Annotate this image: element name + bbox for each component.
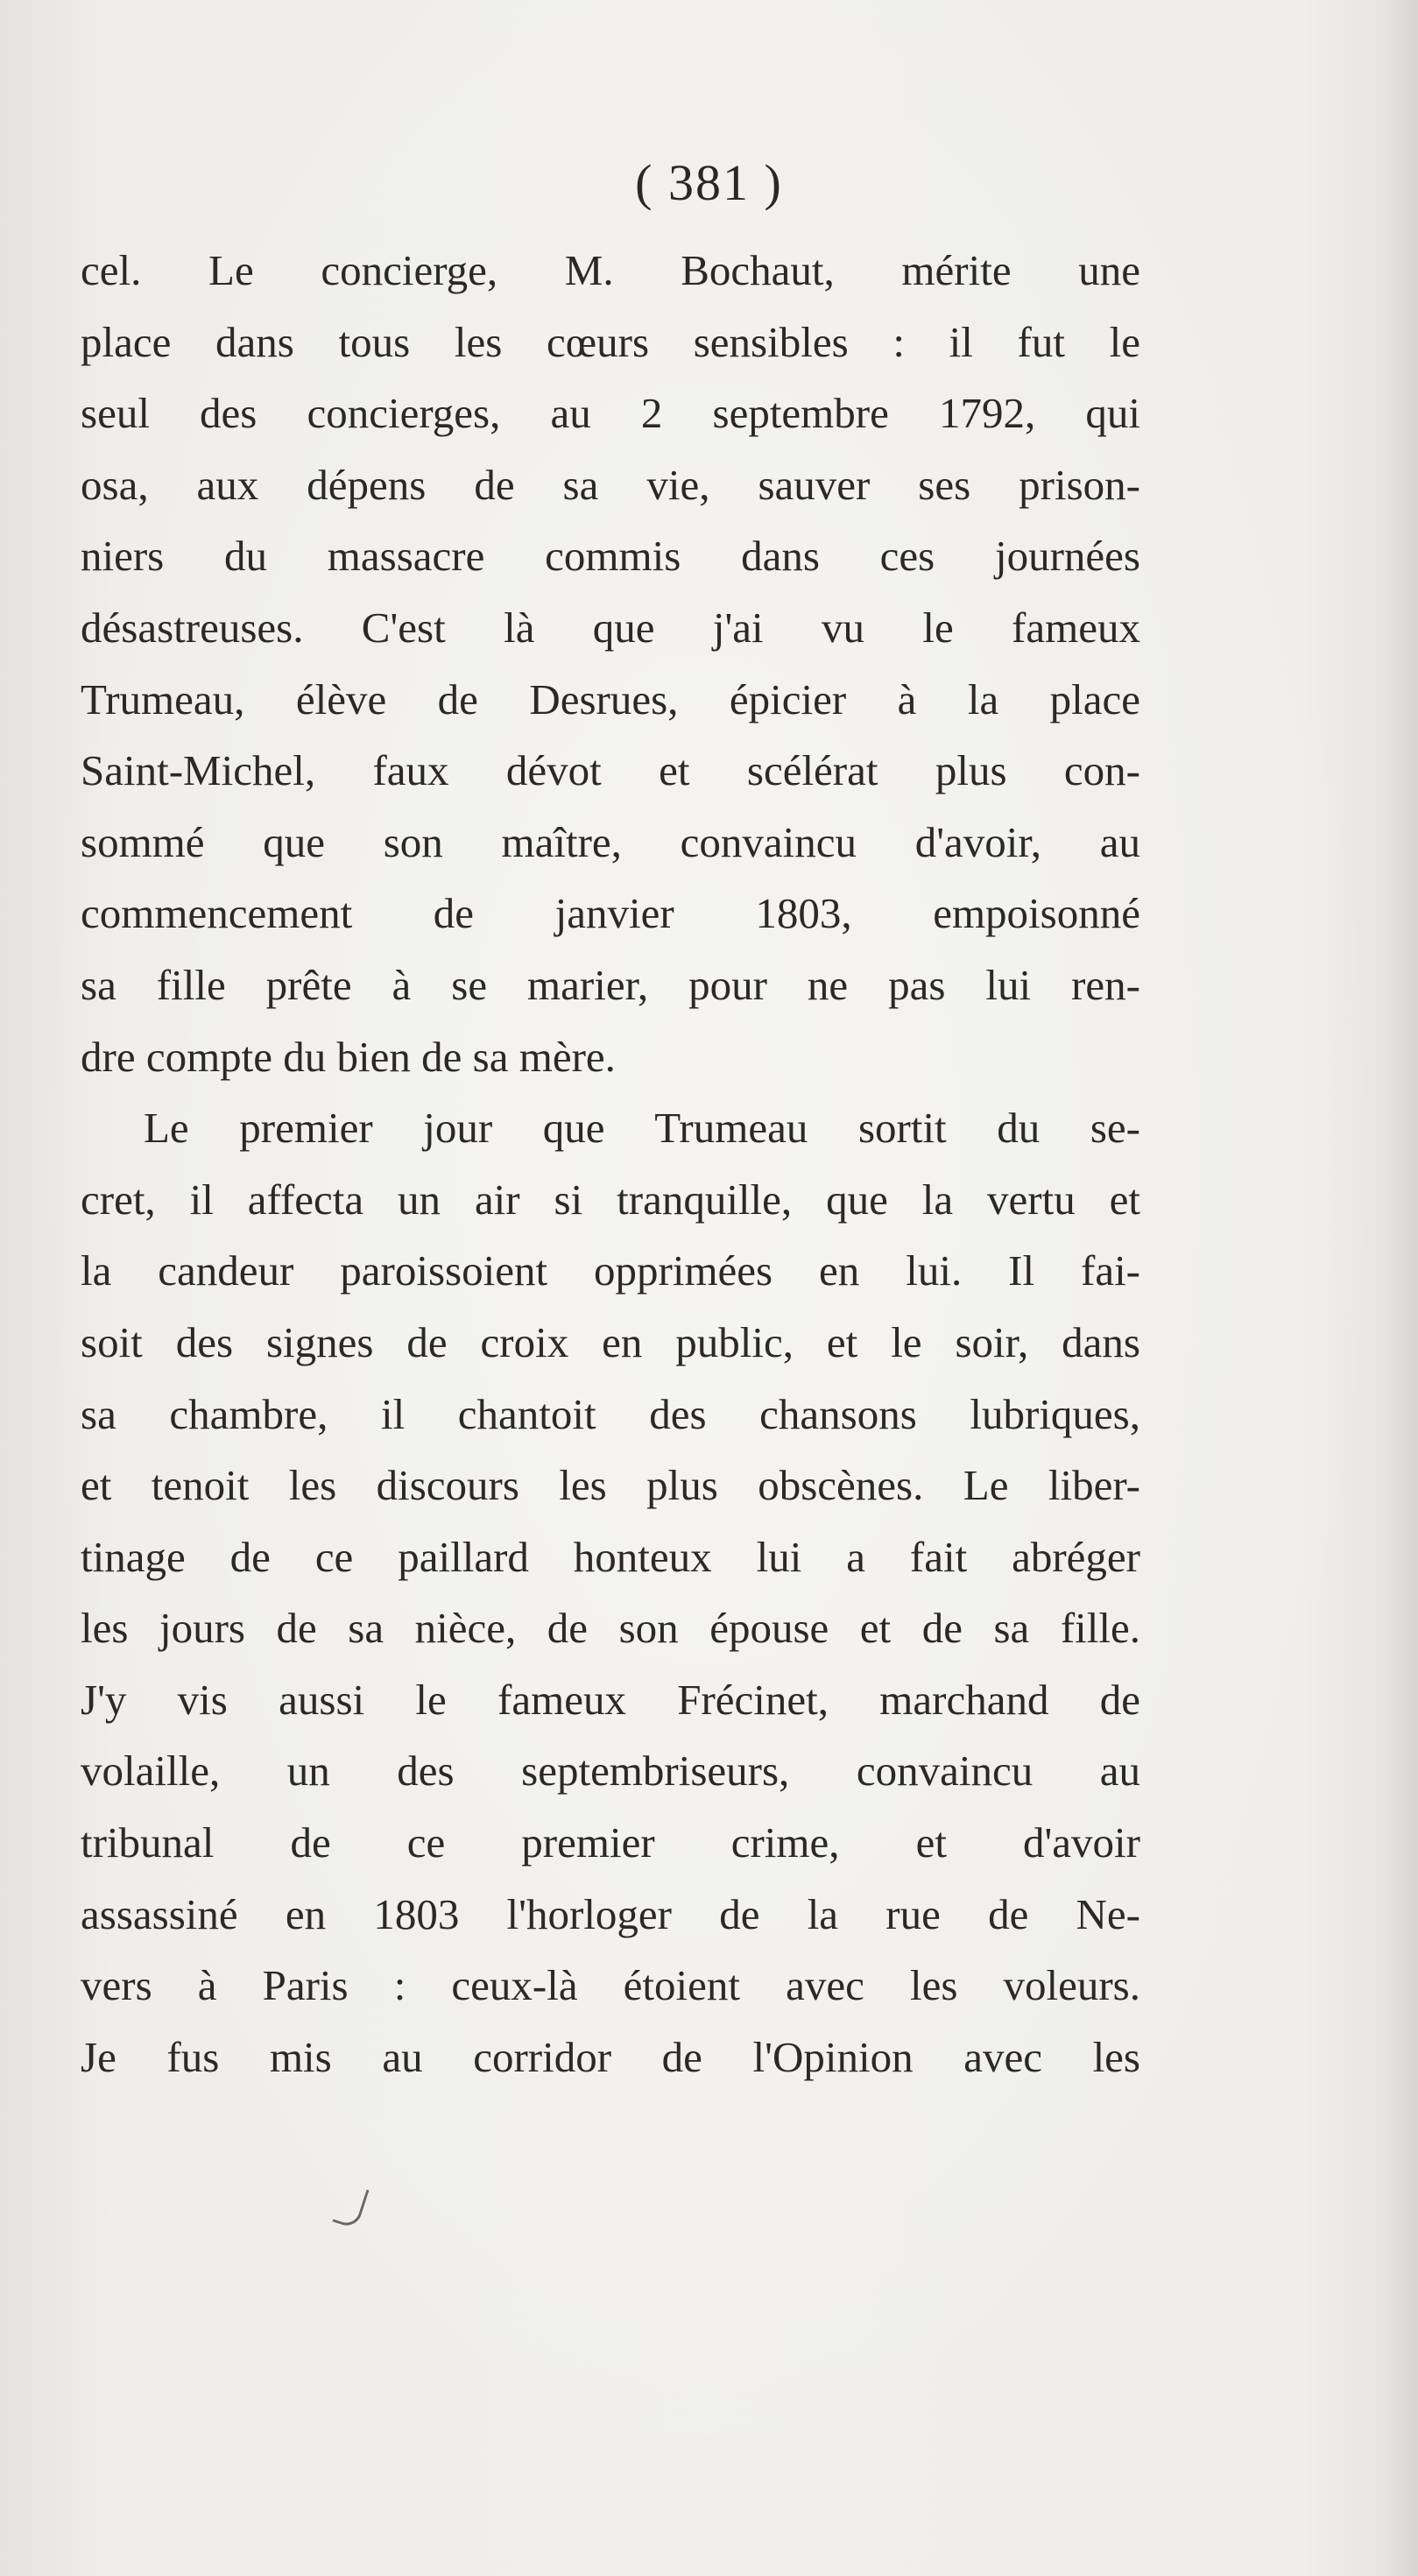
text-line: soit des signes de croix en public, et le soir, dans [81, 1317, 1140, 1366]
text-line: osa, aux dépens de sa vie, sauver ses prison- [81, 460, 1140, 509]
text-line: niers du massacre commis dans ces journées [81, 532, 1140, 581]
text-line: Saint-Michel, faux dévot et scélérat plus con- [81, 746, 1140, 795]
text-line: Je fus mis au corridor de l'Opinion avec les [81, 2032, 1140, 2081]
text-line: et tenoit les discours les plus obscènes. Le liber- [81, 1461, 1140, 1510]
text-line: Le premier jour que Trumeau sortit du se- [144, 1104, 1140, 1153]
text-line: cret, il affecta un air si tranquille, que la vertu et [81, 1175, 1140, 1224]
text-line: cel. Le concierge, M. Bochaut, mérite une [81, 246, 1140, 294]
text-line: seul des concierges, au 2 septembre 1792, qui [81, 389, 1140, 438]
text-line: sommé que son maître, convaincu d'avoir, au [81, 817, 1140, 866]
body-text [81, 235, 1140, 2093]
text-line: place dans tous les cœurs sensibles : il fut le [81, 317, 1140, 366]
text-line: tinage de ce paillard honteux lui a fait abréger [81, 1532, 1140, 1581]
page-edge-shadow [1383, 0, 1418, 2576]
text-line: commencement de janvier 1803, empoisonné [81, 889, 1140, 938]
ink-mark [332, 2183, 369, 2230]
text-line: désastreuses. C'est là que j'ai vu le fameux [81, 603, 1140, 652]
text-line: volaille, un des septembriseurs, convaincu au [81, 1747, 1140, 1796]
text-line: tribunal de ce premier crime, et d'avoir [81, 1818, 1140, 1867]
paragraph-2 [81, 1092, 1140, 2093]
text-line: assassiné en 1803 l'horloger de la rue de Ne- [81, 1889, 1140, 1938]
text-line: sa chambre, il chantoit des chansons lubriques, [81, 1389, 1140, 1438]
paragraph-1 [81, 235, 1140, 1092]
text-line: J'y vis aussi le fameux Frécinet, marchand de [81, 1675, 1140, 1724]
text-line: Trumeau, élève de Desrues, épicier à la place [81, 674, 1140, 723]
text-line: sa fille prête à se marier, pour ne pas lui ren- [81, 960, 1140, 1009]
text-line: dre compte du bien de sa mère. [81, 1032, 616, 1081]
page-number: ( 381 ) [635, 154, 783, 211]
text-line: la candeur paroissoient opprimées en lui. Il fai- [81, 1246, 1140, 1295]
text-line: vers à Paris : ceux-là étoient avec les voleurs. [81, 1961, 1140, 2010]
text-line: les jours de sa nièce, de son épouse et de sa fille. [81, 1604, 1140, 1653]
